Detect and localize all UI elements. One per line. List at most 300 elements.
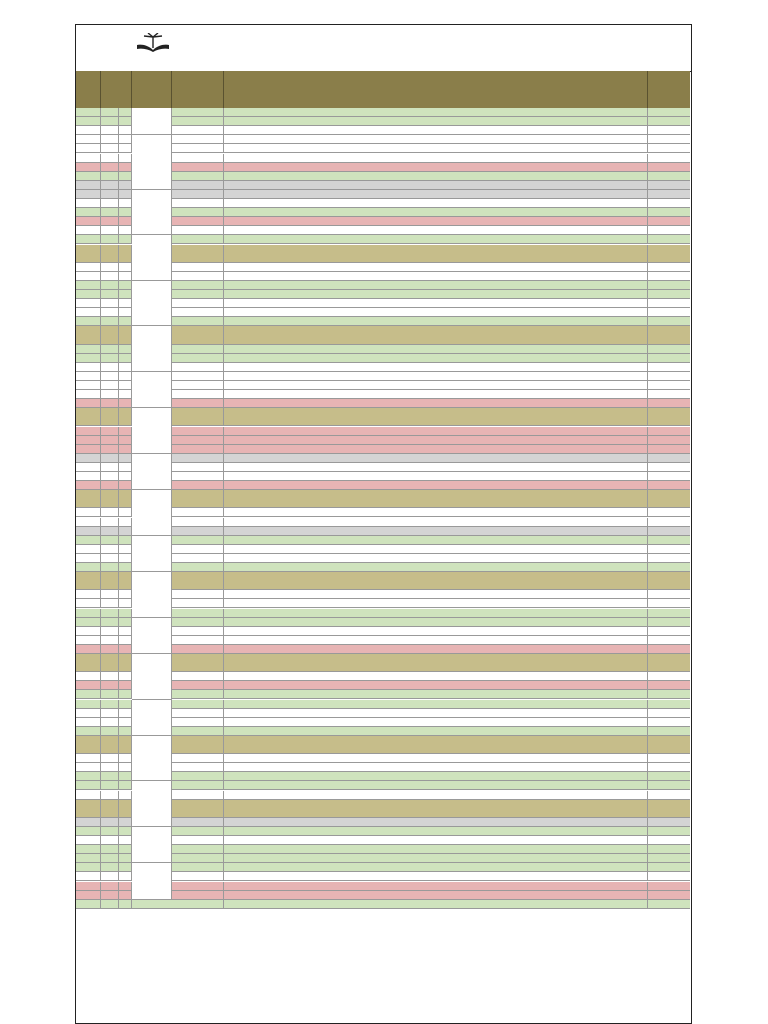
aula-cell bbox=[76, 590, 101, 598]
assignment-cell bbox=[224, 536, 648, 544]
vem-segue-me-block bbox=[132, 863, 172, 899]
aula-cell bbox=[76, 445, 101, 453]
life-prep-lesson-cell bbox=[172, 390, 224, 398]
col-designacoes-header bbox=[224, 71, 648, 108]
aula-cell bbox=[76, 572, 101, 589]
weekday-cell bbox=[119, 536, 132, 544]
life-prep-lesson-cell bbox=[172, 690, 224, 698]
date-cell bbox=[101, 372, 119, 380]
weekday-cell bbox=[119, 290, 132, 298]
date-cell bbox=[101, 472, 119, 480]
assignment-cell bbox=[224, 299, 648, 307]
date-cell bbox=[101, 354, 119, 362]
life-prep-lesson-cell bbox=[172, 144, 224, 152]
date-cell bbox=[101, 445, 119, 453]
weekday-cell bbox=[119, 572, 132, 589]
assignment-cell bbox=[224, 700, 648, 708]
assignment-cell bbox=[224, 654, 648, 671]
life-prep-lesson-cell bbox=[172, 545, 224, 553]
date-cell bbox=[101, 144, 119, 152]
weekday-cell bbox=[119, 645, 132, 653]
weekday-cell bbox=[119, 863, 132, 871]
date-cell bbox=[101, 599, 119, 607]
life-prep-lesson-cell bbox=[172, 718, 224, 726]
weekday-cell bbox=[119, 126, 132, 134]
date-cell bbox=[101, 217, 119, 225]
aula-cell bbox=[76, 818, 101, 826]
date-cell bbox=[101, 590, 119, 598]
date-cell bbox=[101, 772, 119, 780]
date-cell bbox=[101, 554, 119, 562]
weekday-cell bbox=[119, 690, 132, 698]
weekday-cell bbox=[119, 654, 132, 671]
assignment-cell bbox=[224, 372, 648, 380]
life-prep-lesson-cell bbox=[172, 436, 224, 444]
life-prep-lesson-cell bbox=[172, 235, 224, 243]
date-cell bbox=[101, 863, 119, 871]
life-prep-lesson-cell bbox=[172, 135, 224, 143]
aula-cell bbox=[76, 299, 101, 307]
aula-cell bbox=[76, 791, 101, 799]
date-cell bbox=[101, 709, 119, 717]
life-prep-lesson-cell bbox=[172, 481, 224, 489]
assignment-cell bbox=[224, 727, 648, 735]
aula-cell bbox=[76, 700, 101, 708]
date-cell bbox=[101, 563, 119, 571]
weekday-cell bbox=[119, 117, 132, 125]
weekday-cell bbox=[119, 472, 132, 480]
assignment-cell bbox=[224, 845, 648, 853]
life-prep-lesson-cell bbox=[172, 836, 224, 844]
assignment-cell bbox=[224, 345, 648, 353]
date-cell bbox=[101, 126, 119, 134]
assignment-cell bbox=[224, 445, 648, 453]
assignment-cell bbox=[224, 791, 648, 799]
weekday-cell bbox=[119, 554, 132, 562]
assignment-cell bbox=[224, 481, 648, 489]
life-prep-lesson-cell bbox=[172, 627, 224, 635]
assignment-cell bbox=[224, 772, 648, 780]
aula-cell bbox=[76, 536, 101, 544]
date-cell bbox=[101, 718, 119, 726]
life-prep-lesson-cell bbox=[172, 518, 224, 526]
open-book-icon bbox=[136, 33, 170, 53]
date-cell bbox=[101, 399, 119, 407]
life-prep-lesson-cell bbox=[172, 681, 224, 689]
assignment-cell bbox=[224, 863, 648, 871]
weekday-cell bbox=[119, 454, 132, 462]
assignment-cell bbox=[224, 800, 648, 817]
assignment-cell bbox=[224, 454, 648, 462]
aula-cell bbox=[76, 117, 101, 125]
weekday-cell bbox=[119, 681, 132, 689]
assignment-cell bbox=[224, 190, 648, 198]
aula-cell bbox=[76, 645, 101, 653]
weekday-cell bbox=[119, 135, 132, 143]
weekday-cell bbox=[119, 190, 132, 198]
life-prep-lesson-cell bbox=[172, 108, 224, 116]
vem-segue-me-block bbox=[132, 408, 172, 454]
life-prep-lesson-cell bbox=[172, 727, 224, 735]
life-prep-lesson-cell bbox=[172, 117, 224, 125]
assignment-cell bbox=[224, 226, 648, 234]
weekday-cell bbox=[119, 317, 132, 325]
aula-cell bbox=[76, 163, 101, 171]
date-cell bbox=[101, 754, 119, 762]
life-prep-lesson-cell bbox=[172, 736, 224, 753]
life-prep-lesson-cell bbox=[172, 154, 224, 162]
date-cell bbox=[101, 381, 119, 389]
life-prep-lesson-cell bbox=[172, 317, 224, 325]
life-prep-lesson-cell bbox=[172, 854, 224, 862]
weekday-cell bbox=[119, 381, 132, 389]
weekday-cell bbox=[119, 709, 132, 717]
aula-cell bbox=[76, 390, 101, 398]
weekday-cell bbox=[119, 791, 132, 799]
assignment-cell bbox=[224, 609, 648, 617]
assignment-cell bbox=[224, 199, 648, 207]
life-prep-lesson-cell bbox=[172, 454, 224, 462]
life-prep-lesson-cell bbox=[172, 345, 224, 353]
date-cell bbox=[101, 326, 119, 343]
aula-cell bbox=[76, 518, 101, 526]
weekday-cell bbox=[119, 836, 132, 844]
assignment-cell bbox=[224, 882, 648, 890]
date-cell bbox=[101, 317, 119, 325]
aula-cell bbox=[76, 772, 101, 780]
weekday-cell bbox=[119, 226, 132, 234]
date-cell bbox=[101, 245, 119, 262]
life-prep-lesson-cell bbox=[172, 245, 224, 262]
aula-cell bbox=[76, 408, 101, 425]
aula-cell bbox=[76, 108, 101, 116]
weekday-cell bbox=[119, 891, 132, 899]
col-leitura-header bbox=[648, 71, 690, 108]
date-cell bbox=[101, 308, 119, 316]
date-cell bbox=[101, 645, 119, 653]
aula-cell bbox=[76, 800, 101, 817]
life-prep-lesson-cell bbox=[172, 781, 224, 789]
date-cell bbox=[101, 681, 119, 689]
life-prep-lesson-cell bbox=[172, 554, 224, 562]
life-prep-lesson-cell bbox=[172, 508, 224, 516]
aula-cell bbox=[76, 308, 101, 316]
life-prep-lesson-cell bbox=[172, 572, 224, 589]
weekday-cell bbox=[119, 281, 132, 289]
weekday-cell bbox=[119, 618, 132, 626]
life-prep-lesson-cell bbox=[172, 791, 224, 799]
life-prep-lesson-cell bbox=[172, 226, 224, 234]
life-prep-lesson-cell bbox=[172, 827, 224, 835]
life-prep-lesson-cell bbox=[172, 372, 224, 380]
weekday-cell bbox=[119, 672, 132, 680]
aula-cell bbox=[76, 372, 101, 380]
date-cell bbox=[101, 854, 119, 862]
assignment-cell bbox=[224, 900, 648, 908]
date-cell bbox=[101, 408, 119, 425]
assignment-cell bbox=[224, 563, 648, 571]
assignment-cell bbox=[224, 144, 648, 152]
weekday-cell bbox=[119, 299, 132, 307]
page-header bbox=[76, 25, 691, 72]
assignment-cell bbox=[224, 490, 648, 507]
table-row bbox=[76, 900, 690, 909]
assignment-cell bbox=[224, 736, 648, 753]
aula-cell bbox=[76, 281, 101, 289]
date-cell bbox=[101, 763, 119, 771]
aula-cell bbox=[76, 226, 101, 234]
assignment-cell bbox=[224, 854, 648, 862]
col-vem-segue-me-header bbox=[132, 71, 172, 108]
assignment-cell bbox=[224, 181, 648, 189]
date-cell bbox=[101, 672, 119, 680]
assignment-cell bbox=[224, 818, 648, 826]
life-prep-lesson-cell bbox=[172, 763, 224, 771]
date-cell bbox=[101, 208, 119, 216]
life-prep-lesson-cell bbox=[172, 190, 224, 198]
aula-cell bbox=[76, 381, 101, 389]
assignment-cell bbox=[224, 354, 648, 362]
aula-cell bbox=[76, 345, 101, 353]
date-cell bbox=[101, 190, 119, 198]
weekday-cell bbox=[119, 235, 132, 243]
life-prep-lesson-cell bbox=[172, 672, 224, 680]
date-cell bbox=[101, 508, 119, 516]
life-prep-lesson-cell bbox=[172, 818, 224, 826]
aula-cell bbox=[76, 472, 101, 480]
life-prep-lesson-cell bbox=[172, 754, 224, 762]
weekday-cell bbox=[119, 527, 132, 535]
assignment-cell bbox=[224, 645, 648, 653]
aula-cell bbox=[76, 690, 101, 698]
assignment-cell bbox=[224, 263, 648, 271]
aula-cell bbox=[76, 527, 101, 535]
weekday-cell bbox=[119, 427, 132, 435]
weekday-cell bbox=[119, 345, 132, 353]
date-cell bbox=[101, 900, 119, 908]
vem-segue-me-block bbox=[132, 190, 172, 236]
weekday-cell bbox=[119, 827, 132, 835]
weekday-cell bbox=[119, 754, 132, 762]
aula-cell bbox=[76, 545, 101, 553]
date-cell bbox=[101, 572, 119, 589]
date-cell bbox=[101, 181, 119, 189]
date-cell bbox=[101, 154, 119, 162]
aula-cell bbox=[76, 863, 101, 871]
assignment-cell bbox=[224, 381, 648, 389]
assignment-cell bbox=[224, 518, 648, 526]
weekday-cell bbox=[119, 436, 132, 444]
date-cell bbox=[101, 490, 119, 507]
date-cell bbox=[101, 545, 119, 553]
assignment-cell bbox=[224, 572, 648, 589]
vem-segue-me-block bbox=[132, 108, 172, 135]
assignment-cell bbox=[224, 163, 648, 171]
date-cell bbox=[101, 226, 119, 234]
life-prep-lesson-cell bbox=[172, 527, 224, 535]
weekday-cell bbox=[119, 481, 132, 489]
aula-cell bbox=[76, 718, 101, 726]
weekday-cell bbox=[119, 308, 132, 316]
aula-cell bbox=[76, 882, 101, 890]
aula-cell bbox=[76, 627, 101, 635]
date-cell bbox=[101, 527, 119, 535]
date-cell bbox=[101, 390, 119, 398]
life-prep-lesson-cell bbox=[172, 654, 224, 671]
vem-segue-me-block bbox=[132, 827, 172, 863]
life-prep-lesson-cell bbox=[172, 208, 224, 216]
date-cell bbox=[101, 627, 119, 635]
aula-cell bbox=[76, 154, 101, 162]
life-prep-lesson-cell bbox=[172, 463, 224, 471]
life-prep-lesson-cell bbox=[172, 590, 224, 598]
col-aula-header bbox=[76, 71, 101, 108]
vem-segue-me-block bbox=[132, 235, 172, 281]
assignment-cell bbox=[224, 126, 648, 134]
date-cell bbox=[101, 736, 119, 753]
assignment-cell bbox=[224, 627, 648, 635]
aula-cell bbox=[76, 354, 101, 362]
weekday-cell bbox=[119, 163, 132, 171]
aula-cell bbox=[76, 245, 101, 262]
life-prep-lesson-cell bbox=[172, 863, 224, 871]
life-prep-lesson-cell bbox=[172, 408, 224, 425]
date-cell bbox=[101, 872, 119, 880]
life-prep-lesson-cell bbox=[172, 163, 224, 171]
weekday-cell bbox=[119, 872, 132, 880]
assignment-cell bbox=[224, 290, 648, 298]
aula-cell bbox=[76, 490, 101, 507]
date-cell bbox=[101, 272, 119, 280]
col-licoes-header bbox=[172, 71, 224, 108]
date-cell bbox=[101, 690, 119, 698]
weekday-cell bbox=[119, 845, 132, 853]
weekday-cell bbox=[119, 181, 132, 189]
life-prep-lesson-cell bbox=[172, 800, 224, 817]
date-cell bbox=[101, 135, 119, 143]
date-cell bbox=[101, 108, 119, 116]
life-prep-lesson-cell bbox=[172, 872, 224, 880]
aula-cell bbox=[76, 827, 101, 835]
vem-segue-me-block bbox=[132, 572, 172, 618]
life-prep-lesson-cell bbox=[172, 308, 224, 316]
assignment-cell bbox=[224, 527, 648, 535]
date-cell bbox=[101, 536, 119, 544]
weekday-cell bbox=[119, 636, 132, 644]
weekday-cell bbox=[119, 590, 132, 598]
aula-cell bbox=[76, 363, 101, 371]
aula-cell bbox=[76, 609, 101, 617]
weekday-cell bbox=[119, 563, 132, 571]
life-prep-lesson-cell bbox=[172, 709, 224, 717]
life-prep-lesson-cell bbox=[172, 281, 224, 289]
date-cell bbox=[101, 727, 119, 735]
aula-cell bbox=[76, 563, 101, 571]
assignment-cell bbox=[224, 217, 648, 225]
weekday-cell bbox=[119, 272, 132, 280]
assignment-cell bbox=[224, 245, 648, 262]
life-prep-lesson-cell bbox=[172, 172, 224, 180]
assignment-cell bbox=[224, 108, 648, 116]
date-cell bbox=[101, 791, 119, 799]
assignment-cell bbox=[224, 781, 648, 789]
assignment-cell bbox=[224, 117, 648, 125]
assignment-cell bbox=[224, 681, 648, 689]
assignment-cell bbox=[224, 891, 648, 899]
vem-segue-me-block bbox=[132, 736, 172, 782]
aula-cell bbox=[76, 727, 101, 735]
weekday-cell bbox=[119, 217, 132, 225]
assignment-cell bbox=[224, 636, 648, 644]
aula-cell bbox=[76, 836, 101, 844]
vem-segue-me-block bbox=[132, 618, 172, 654]
date-cell bbox=[101, 845, 119, 853]
life-prep-lesson-cell bbox=[172, 445, 224, 453]
date-cell bbox=[101, 800, 119, 817]
date-cell bbox=[101, 618, 119, 626]
life-prep-lesson-cell bbox=[172, 490, 224, 507]
date-cell bbox=[101, 518, 119, 526]
date-cell bbox=[101, 481, 119, 489]
life-prep-lesson-cell bbox=[172, 399, 224, 407]
schedule-sheet bbox=[75, 24, 692, 1024]
aula-cell bbox=[76, 554, 101, 562]
weekday-cell bbox=[119, 390, 132, 398]
date-cell bbox=[101, 454, 119, 462]
date-cell bbox=[101, 263, 119, 271]
aula-cell bbox=[76, 845, 101, 853]
weekday-cell bbox=[119, 372, 132, 380]
vem-segue-me-block bbox=[132, 536, 172, 572]
assignment-cell bbox=[224, 235, 648, 243]
date-cell bbox=[101, 654, 119, 671]
life-prep-lesson-cell bbox=[172, 126, 224, 134]
weekday-cell bbox=[119, 463, 132, 471]
date-cell bbox=[101, 235, 119, 243]
assignment-cell bbox=[224, 554, 648, 562]
assignment-cell bbox=[224, 754, 648, 762]
life-prep-lesson-cell bbox=[172, 181, 224, 189]
date-cell bbox=[101, 163, 119, 171]
aula-cell bbox=[76, 736, 101, 753]
aula-cell bbox=[76, 144, 101, 152]
weekday-cell bbox=[119, 818, 132, 826]
weekday-cell bbox=[119, 245, 132, 262]
weekday-cell bbox=[119, 736, 132, 753]
life-prep-lesson-cell bbox=[172, 199, 224, 207]
date-cell bbox=[101, 891, 119, 899]
weekday-cell bbox=[119, 490, 132, 507]
weekday-cell bbox=[119, 326, 132, 343]
weekday-cell bbox=[119, 154, 132, 162]
aula-cell bbox=[76, 427, 101, 435]
aula-cell bbox=[76, 481, 101, 489]
weekday-cell bbox=[119, 882, 132, 890]
life-prep-lesson-cell bbox=[172, 427, 224, 435]
aula-cell bbox=[76, 681, 101, 689]
weekday-cell bbox=[119, 609, 132, 617]
assignment-cell bbox=[224, 472, 648, 480]
life-prep-lesson-cell bbox=[172, 645, 224, 653]
aula-cell bbox=[76, 272, 101, 280]
assignment-cell bbox=[224, 709, 648, 717]
weekday-cell bbox=[119, 108, 132, 116]
weekday-cell bbox=[119, 445, 132, 453]
assignment-cell bbox=[224, 463, 648, 471]
assignment-cell bbox=[224, 363, 648, 371]
aula-cell bbox=[76, 636, 101, 644]
aula-cell bbox=[76, 399, 101, 407]
